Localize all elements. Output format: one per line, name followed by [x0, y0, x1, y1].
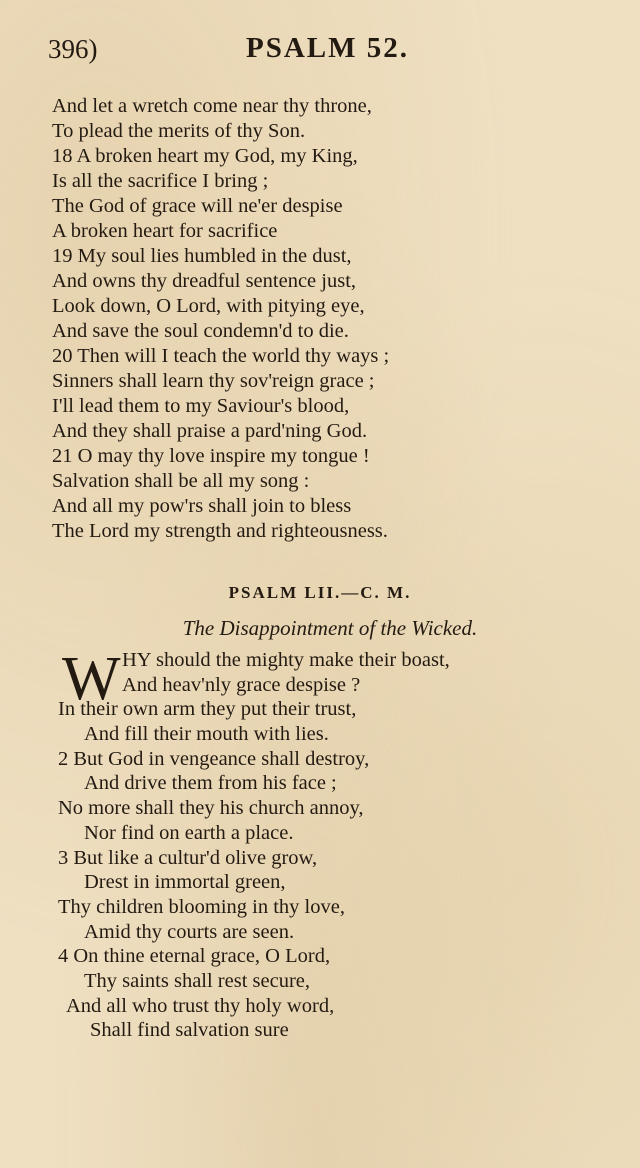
verse-line: And let a wretch come near thy throne, [52, 95, 372, 117]
verse-line: To plead the merits of thy Son. [52, 120, 306, 142]
verse-line: A broken heart for sacrifice [52, 220, 278, 242]
verse-line: In their own arm they put their trust, [58, 698, 357, 721]
verse-line: I'll lead them to my Saviour's blood, [52, 395, 350, 417]
page-header [48, 30, 600, 74]
verse-line: And save the soul condemn'd to die. [52, 320, 349, 342]
verse-line: Thy children blooming in thy love, [58, 895, 345, 918]
verse-line: 21 O may thy love inspire my tongue ! [52, 445, 370, 467]
psalm-heading: PSALM LII.—C. M. [228, 583, 412, 602]
verse-line: 3 But like a cultur'd olive grow, [58, 846, 318, 869]
psalm-subtitle: The Disappointment of the Wicked. [182, 616, 478, 640]
verse-line: Nor find on earth a place. [84, 821, 294, 844]
verse-line: Salvation shall be all my song : [52, 470, 310, 492]
verse-line: 18 A broken heart my God, my King, [52, 145, 358, 167]
verse-line: And heav'nly grace despise ? [122, 673, 361, 696]
psalm-poem [58, 645, 618, 1043]
verse-line: Thy saints shall rest secure, [84, 969, 311, 992]
verse-line: Look down, O Lord, with pitying eye, [52, 295, 365, 317]
verse-line: Shall find salvation sure [90, 1019, 289, 1042]
verse-line: Is all the sacrifice I bring ; [52, 170, 269, 192]
verse-line: And fill their mouth with lies. [84, 723, 329, 746]
verse-line: The God of grace will ne'er despise [52, 195, 343, 217]
verse-line: And all my pow'rs shall join to bless [52, 495, 352, 517]
verse-line: 20 Then will I teach the world thy ways ; [52, 345, 390, 367]
verse-line: No more shall they his church annoy, [58, 797, 364, 820]
verse-line: Sinners shall learn thy sov'reign grace ; [52, 370, 375, 392]
previous-psalm-verses [52, 94, 612, 544]
verse-line: 4 On thine eternal grace, O Lord, [58, 945, 331, 968]
running-head: PSALM 52. [246, 32, 409, 64]
verse-line: And they shall praise a pard'ning God. [52, 420, 368, 442]
verse-line: Drest in immortal green, [84, 871, 286, 894]
drop-cap: W [62, 645, 121, 713]
verse-line: And all who trust thy holy word, [66, 994, 335, 1017]
page-number: 396) [48, 34, 98, 64]
verse-line: HY should the mighty make their boast, [122, 649, 450, 671]
verse-line: Amid thy courts are seen. [84, 920, 295, 943]
verse-line: 19 My soul lies humbled in the dust, [52, 245, 352, 267]
verse-line: And drive them from his face ; [84, 772, 337, 795]
verse-line: The Lord my strength and righteousness. [52, 520, 388, 542]
verse-line: 2 But God in vengeance shall destroy, [58, 747, 370, 770]
verse-line: And owns thy dreadful sentence just, [52, 270, 357, 292]
